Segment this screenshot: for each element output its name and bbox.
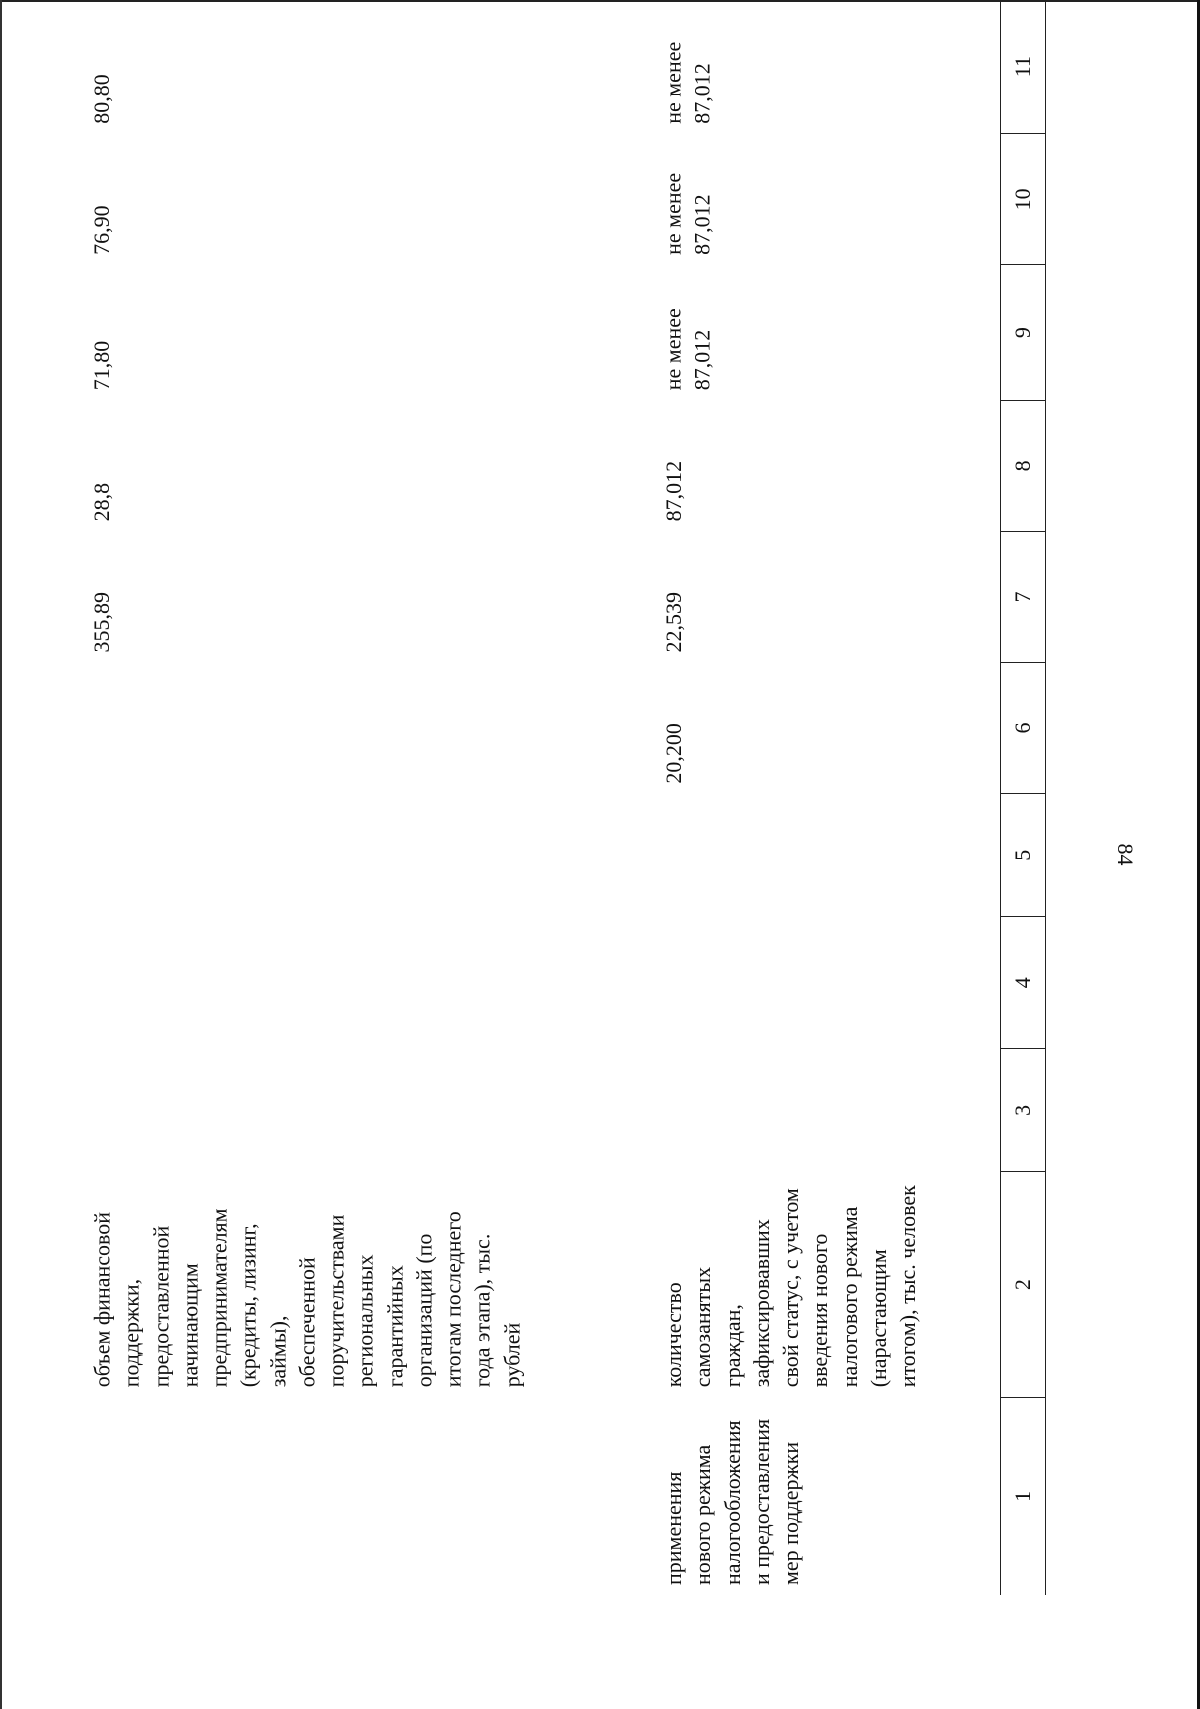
- table-cell: объем финансовой поддержки, предоставленной начинающим предпринимателям (кредиты, лизинг, займы), обеспеченной поручительствами региональных гарантийных организаций (по итогам последнего года этапа), тыс. рублей: [89, 1208, 524, 1388]
- column-header: 9: [1001, 265, 1046, 400]
- table-cell: 87,012: [661, 460, 686, 522]
- column-header: 3: [1001, 1049, 1046, 1172]
- column-header: 6: [1001, 662, 1046, 793]
- table-cell: [81, 1049, 653, 1172]
- table-row: [653, 0, 1001, 1595]
- table-cell: 80,80: [89, 74, 114, 124]
- table-cell: не менее 87,012: [661, 308, 716, 391]
- table-cell: [81, 1397, 653, 1595]
- table-cell: 76,90: [89, 205, 114, 255]
- table-header-row: [1001, 0, 1046, 1595]
- table-cell: не менее 87,012: [661, 41, 716, 124]
- column-header: 11: [1001, 0, 1046, 134]
- column-header: 8: [1001, 400, 1046, 531]
- table-cell: [81, 794, 653, 917]
- column-header: 5: [1001, 794, 1046, 917]
- column-header: 1: [1001, 1397, 1046, 1595]
- table-cell: 20,200: [661, 723, 686, 784]
- table-cell: [81, 662, 653, 793]
- table-cell: применения нового режима налогообложения и предоставления мер поддержки: [661, 1418, 803, 1585]
- table-cell: 22,539: [661, 591, 686, 653]
- table-row: [81, 0, 653, 1595]
- table-cell: не менее 87,012: [661, 172, 716, 255]
- data-table: [81, 0, 1046, 1595]
- table-cell: 28,8: [89, 482, 114, 522]
- column-header: 2: [1001, 1172, 1046, 1397]
- column-header: 7: [1001, 531, 1046, 662]
- table-cell: [653, 794, 1001, 917]
- column-header: 10: [1001, 134, 1046, 265]
- table-cell: [81, 917, 653, 1049]
- table-cell: 71,80: [89, 340, 114, 391]
- table-cell: [653, 917, 1001, 1049]
- page-number: 84: [1113, 843, 1138, 866]
- table-cell: 355,89: [89, 591, 114, 653]
- column-header: 4: [1001, 917, 1046, 1049]
- table-cell: [653, 1049, 1001, 1172]
- table-cell: количество самозанятых граждан, зафиксировавших свой статус, с учетом введения нового налогового режима (нарастающим итогом), тыс. человек: [661, 1185, 920, 1388]
